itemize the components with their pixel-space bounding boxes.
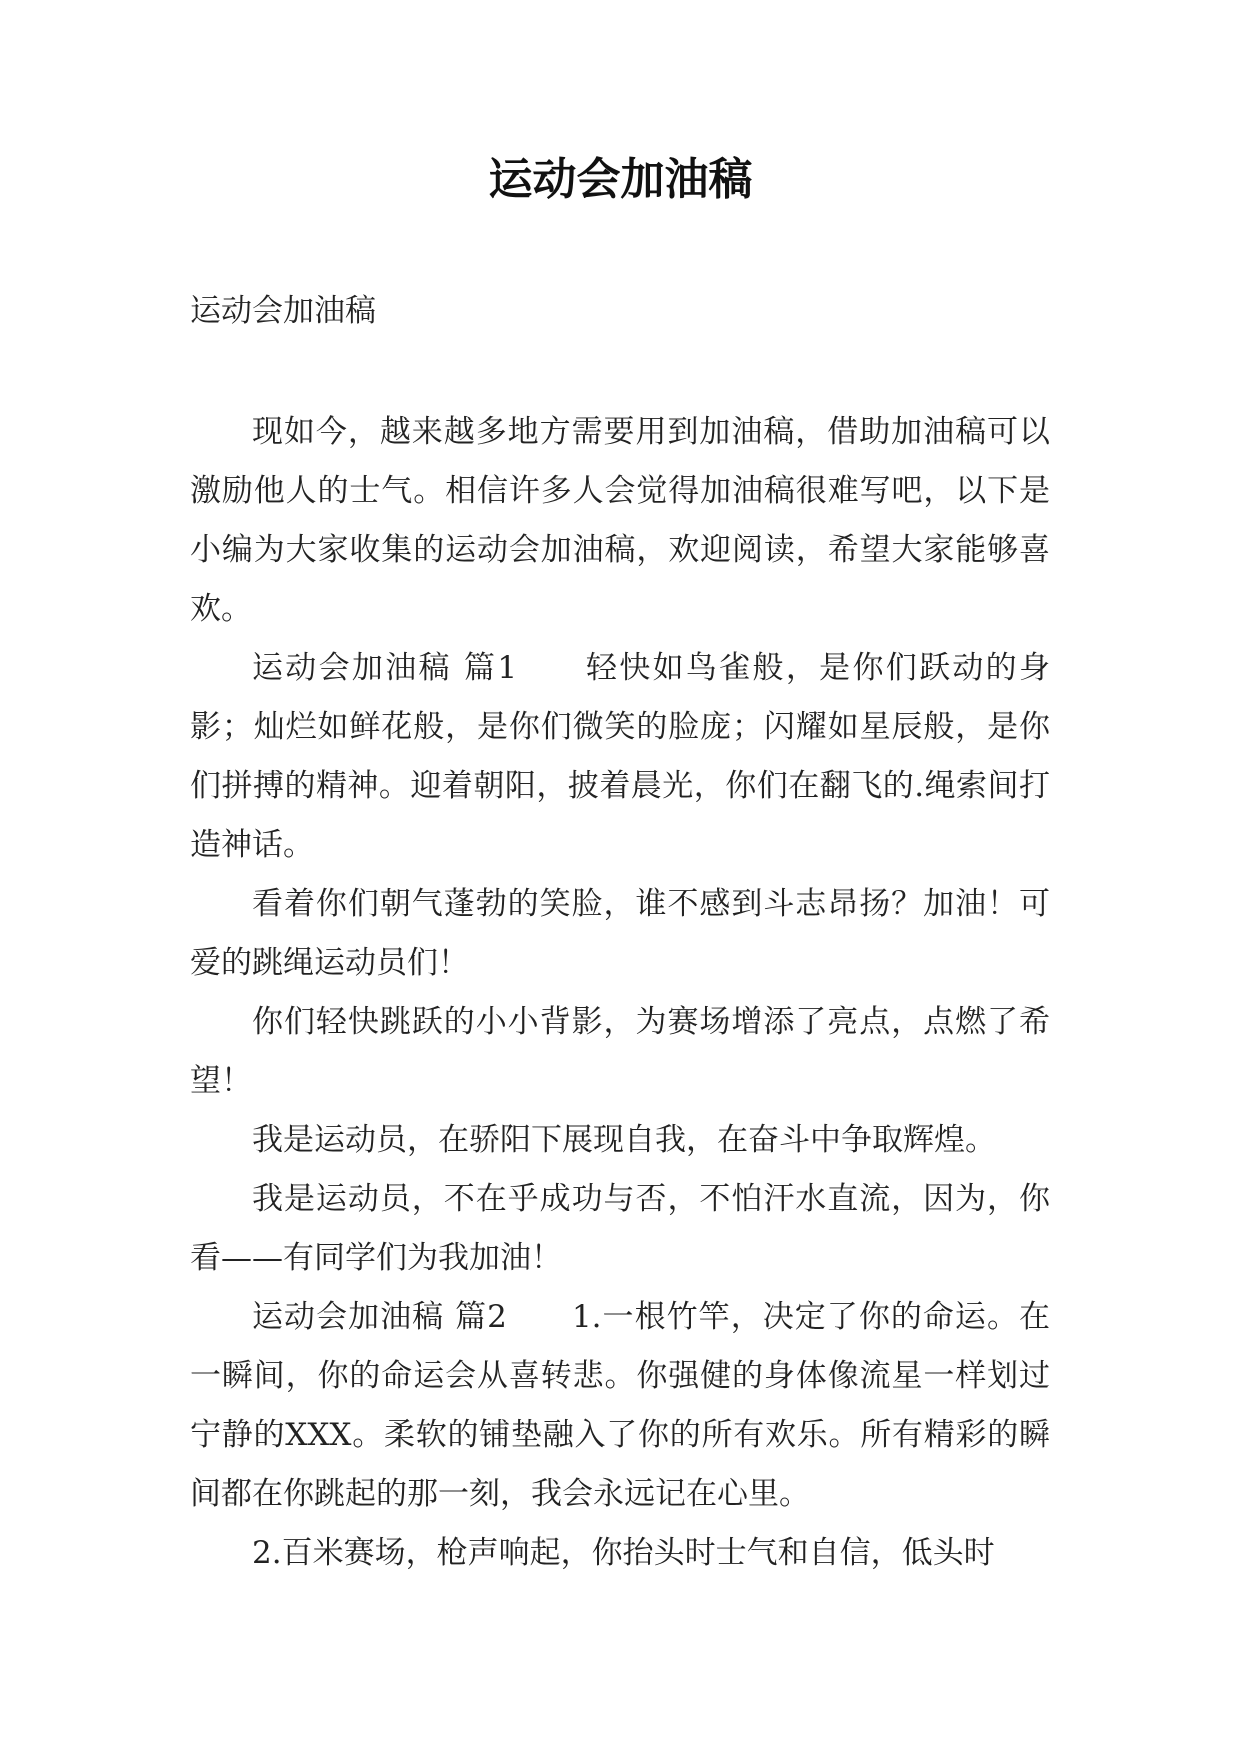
- paragraph: 2.百米赛场，枪声响起，你抬头时士气和自信，低头时: [252, 1535, 995, 1571]
- document-body: [190, 403, 1050, 1583]
- paragraph: 我是运动员，在骄阳下展现自我，在奋斗中争取辉煌。: [252, 1122, 996, 1158]
- document-subtitle: 运动会加油稿: [190, 293, 376, 329]
- paragraph-section-1: 运动会加油稿 篇1 轻快如鸟雀般，是你们跃动的身影；灿烂如鲜花般，是你们微笑的脸庞；闪耀如星辰般，是你们拼搏的精神。迎着朝阳，披着晨光，你们在翻飞的.绳索间打造神话。: [190, 650, 1050, 863]
- paragraph: 你们轻快跳跃的小小背影，为赛场增添了亮点，点燃了希望！: [190, 1004, 1050, 1099]
- paragraph: 看着你们朝气蓬勃的笑脸，谁不感到斗志昂扬？加油！可爱的跳绳运动员们！: [190, 886, 1050, 981]
- paragraph: 我是运动员，不在乎成功与否，不怕汗水直流，因为，你看——有同学们为我加油！: [190, 1181, 1050, 1276]
- paragraph-intro: 现如今，越来越多地方需要用到加油稿，借助加油稿可以激励他人的士气。相信许多人会觉得加油稿很难写吧，以下是小编为大家收集的运动会加油稿，欢迎阅读，希望大家能够喜欢。: [190, 414, 1050, 627]
- paragraph-section-2: 运动会加油稿 篇2 1.一根竹竿，决定了你的命运。在一瞬间，你的命运会从喜转悲。你强健的身体像流星一样划过宁静的XXX。柔软的铺垫融入了你的所有欢乐。所有精彩的瞬间都在你跳起的那一刻，我会永远记在心里。: [190, 1299, 1050, 1512]
- document-title: 运动会加油稿: [488, 154, 753, 205]
